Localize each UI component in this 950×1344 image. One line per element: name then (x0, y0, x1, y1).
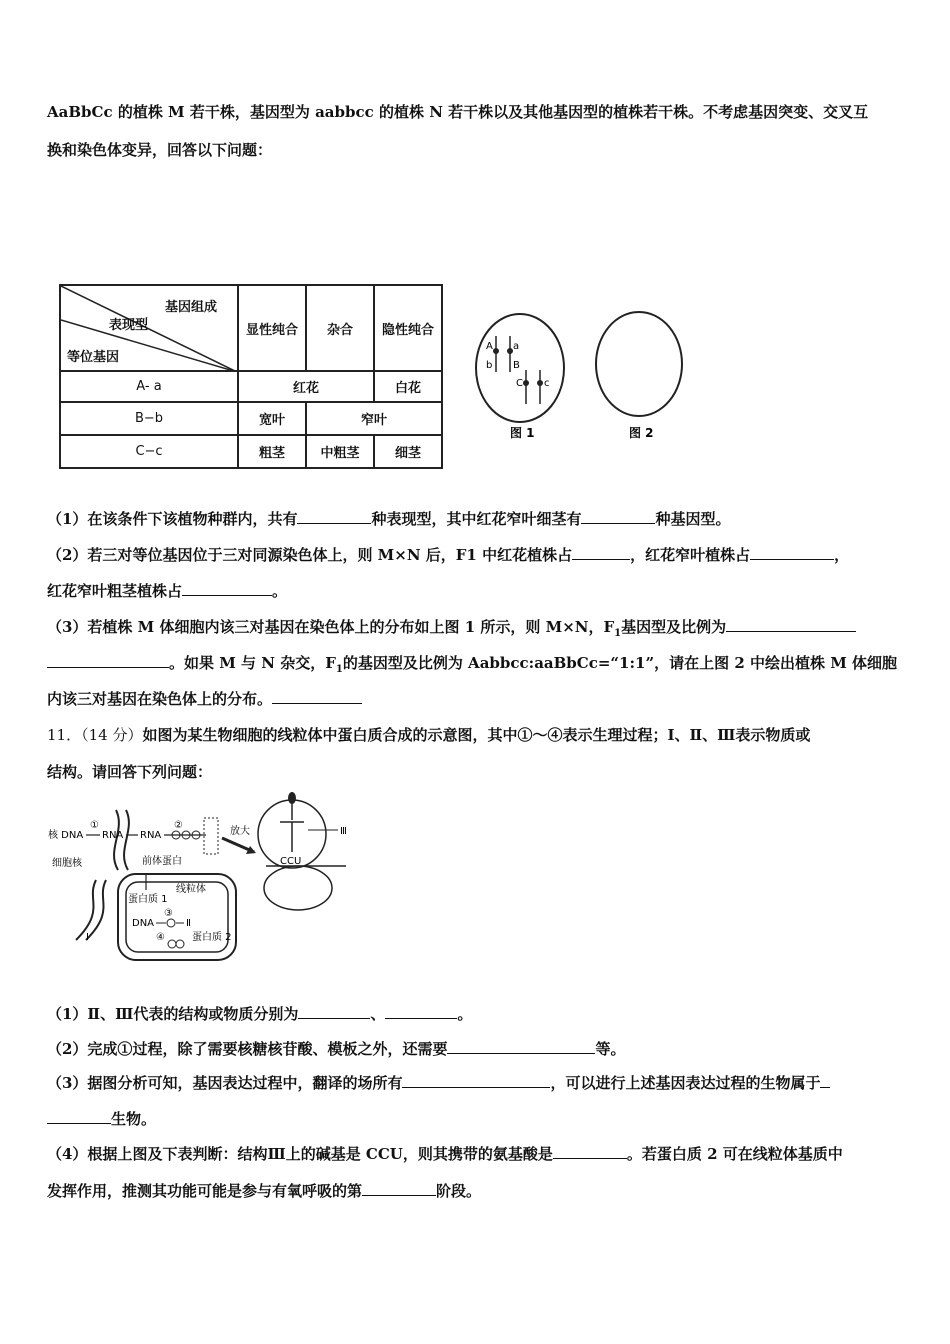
q11-part4-cont: 发挥作用，推测其功能可能是参与有氧呼吸的第 阶段。 (47, 1182, 482, 1200)
q11-blank-5b[interactable] (47, 1109, 111, 1124)
genotype-table-figure (59, 284, 443, 469)
label-protein-2: 蛋白质 2 (192, 932, 232, 943)
label-protein-1: 蛋白质 1 (128, 894, 168, 905)
label-roman-3: Ⅲ (340, 826, 347, 837)
table-corner-cell (60, 285, 238, 371)
cell-wide-leaf: 宽叶 (238, 402, 306, 435)
q11-stem: 11．（14 分）如图为某生物细胞的线粒体中蛋白质合成的示意图，其中①～④表示生理过程；Ⅰ、Ⅱ、Ⅲ表示物质或 (47, 726, 811, 744)
q10-blank-8[interactable] (272, 689, 362, 704)
q11-number: 11． (47, 726, 82, 744)
q11-score: （14 分） (81, 726, 143, 744)
figure2-cell (596, 312, 682, 416)
row-gene-c: C−c (60, 435, 238, 468)
q10-blank-5[interactable] (182, 581, 272, 596)
label-roman-1: Ⅰ (86, 932, 89, 943)
label-mitochondrion: 线粒体 (176, 884, 206, 895)
allele-a: a (513, 341, 520, 352)
q11-part2: （2）完成①过程，除了需要核糖核苷酸、模板之外，还需要 等。 (47, 1040, 626, 1058)
cell-medium-stem: 中粗茎 (306, 435, 374, 468)
q11-blank-7[interactable] (362, 1181, 436, 1196)
col-header-recessive: 隐性纯合 (374, 285, 442, 371)
q11-blank-5a[interactable] (820, 1073, 830, 1088)
allele-A: A (486, 341, 493, 352)
cell-narrow-leaf: 窄叶 (306, 402, 442, 435)
label-nuclear-dna: 核 DNA (48, 830, 84, 841)
cell-thick-stem: 粗茎 (238, 435, 306, 468)
q11-blank-4[interactable] (402, 1073, 550, 1088)
label-precursor: 前体蛋白 (142, 856, 182, 867)
col-header-dominant: 显性纯合 (238, 285, 306, 371)
q10-blank-1[interactable] (297, 509, 371, 524)
cell-white-flower: 白花 (374, 371, 442, 402)
allele-c: c (544, 378, 550, 389)
label-ccu: CCU (280, 856, 302, 867)
allele-C: C (516, 378, 523, 389)
corner-mid-label: 表现型 (109, 318, 149, 333)
corner-bottom-label: 等位基因 (67, 350, 120, 365)
figure1-label: 图 1 (510, 426, 535, 440)
intro-line-2: 换和染色体变异，回答以下问题： (47, 141, 273, 159)
row-gene-a: A- a (60, 371, 238, 402)
intro-line-1: AaBbCc 的植株 M 若干株，基因型为 aabbcc 的植株 N 若干株以及其他基因型的植株若干株。不考虑基因突变、交叉互 (47, 103, 869, 121)
q10-part3-end: 内该三对基因在染色体上的分布。 (47, 688, 905, 710)
q11-blank-6[interactable] (553, 1144, 627, 1159)
label-enlarge: 放大 (230, 826, 250, 837)
q11-part1: （1）Ⅱ、Ⅲ代表的结构或物质分别为 、 。 (47, 1005, 473, 1023)
label-roman-2: Ⅱ (186, 918, 191, 929)
figure2-label: 图 2 (629, 426, 654, 440)
label-step-4: ④ (156, 932, 165, 943)
cell-thin-stem: 细茎 (374, 435, 442, 468)
q10-part3-cont: 。如果 M 与 N 杂交，$F_1$的基因型及比例为 Aabbcc:aaBbCc=“1:1”，请在上图 2 中绘出植株 M 体细胞 (47, 652, 905, 681)
q10-blank-3[interactable] (572, 545, 630, 560)
label-rna-2: RNA (140, 830, 162, 841)
q11-part4: （4）根据上图及下表判断：结构Ⅲ上的碱基是 CCU，则其携带的氨基酸是 。若蛋白质 2 可在线粒体基质中 (47, 1145, 843, 1163)
cell-red-flower: 红花 (238, 371, 374, 402)
label-dna: DNA (132, 918, 155, 929)
corner-top-label: 基因组成 (165, 300, 218, 315)
row-gene-b: B−b (60, 402, 238, 435)
label-rna-1: RNA (102, 830, 124, 841)
q10-part2-cont: 红花窄叶粗茎植株占 。 (47, 582, 288, 600)
q11-stem-cont: 结构。请回答下列问题： (47, 763, 213, 781)
q11-blank-2[interactable] (385, 1004, 457, 1019)
q10-blank-6[interactable] (726, 617, 856, 632)
allele-b: b (486, 360, 493, 371)
q11-part3-cont: 生物。 (47, 1108, 905, 1130)
label-nucleus: 细胞核 (52, 858, 82, 869)
q11-blank-1[interactable] (298, 1004, 370, 1019)
q10-blank-2[interactable] (581, 509, 655, 524)
q10-blank-4[interactable] (750, 545, 834, 560)
mitochondria-diagram (46, 790, 366, 970)
label-step-2: ② (174, 820, 183, 831)
q11-part3: （3）据图分析可知，基因表达过程中，翻译的场所有 ，可以进行上述基因表达过程的生物属于 (47, 1072, 905, 1094)
q10-blank-7[interactable] (47, 653, 169, 668)
label-step-3: ③ (164, 908, 173, 919)
allele-B: B (513, 360, 520, 371)
q11-blank-3[interactable] (447, 1039, 595, 1054)
label-step-1: ① (90, 820, 99, 831)
col-header-hetero: 杂合 (306, 285, 374, 371)
q10-part2: （2）若三对等位基因位于三对同源染色体上，则 M×N 后，F1 中红花植株占 ，红花窄叶植株占 ， (47, 546, 850, 564)
q10-part3: （3）若植株 M 体细胞内该三对基因在染色体上的分布如上图 1 所示，则 M×N，$F_1$基因型及比例为 (47, 616, 905, 645)
cell-figures (466, 306, 696, 446)
genotype-table (59, 284, 443, 469)
q10-part1: （1）在该条件下该植物种群内，共有 种表现型，其中红花窄叶细茎有 种基因型。 (47, 510, 731, 528)
